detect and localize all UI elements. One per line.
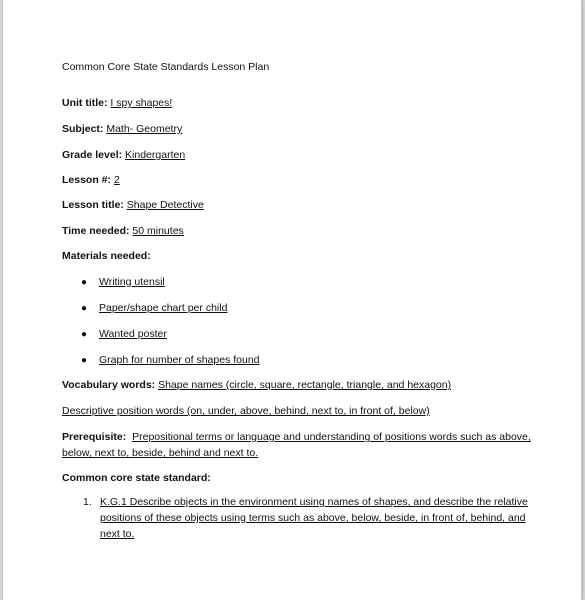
bullet-icon: ● — [81, 277, 88, 288]
unit-title-label: Unit title: — [62, 97, 108, 109]
lesson-title-row — [62, 199, 204, 212]
vocabulary-label: Vocabulary words: — [62, 379, 156, 391]
bullet-icon: ● — [81, 355, 88, 366]
grade-value: Kindergarten — [125, 149, 186, 161]
grade-row — [62, 149, 185, 162]
standard-label: Common core state standard: — [62, 472, 211, 484]
prerequisite-value-line2: below, next to, beside, behind and next to. — [62, 447, 259, 459]
material-item: Paper/shape chart per child — [99, 302, 228, 314]
lesson-number-value: 2 — [113, 174, 120, 186]
lesson-number-label: Lesson #: — [62, 174, 112, 186]
descriptive-words: Descriptive position words (on, under, above, behind, next to, in front of, below) — [62, 405, 430, 417]
subject-value: Math- Geometry — [106, 123, 183, 135]
prerequisite-value-line1: Prepositional terms or language and understanding of positions words such as above, — [132, 431, 531, 443]
time-value: 50 minutes — [132, 225, 184, 237]
document-page — [2, 0, 582, 600]
document-header: Common Core State Standards Lesson Plan — [62, 61, 270, 73]
time-row — [62, 225, 184, 238]
material-item: Wanted poster — [99, 328, 167, 340]
lesson-number-row — [62, 174, 120, 187]
vocabulary-row — [62, 379, 451, 392]
lesson-title-label: Lesson title: — [62, 199, 124, 211]
lesson-title-value: Shape Detective — [126, 199, 204, 211]
material-item: Graph for number of shapes found — [99, 354, 260, 366]
subject-label: Subject: — [62, 123, 104, 135]
prerequisite-row — [62, 431, 531, 444]
material-item: Writing utensil — [99, 276, 165, 288]
prerequisite-label: Prerequisite: — [62, 431, 127, 443]
grade-label: Grade level: — [62, 149, 123, 161]
vocabulary-value: Shape names (circle, square, rectangle, triangle, and hexagon) — [158, 379, 452, 391]
time-label: Time needed: — [62, 225, 130, 237]
unit-title-value: I spy shapes! — [110, 97, 173, 109]
subject-row — [62, 123, 182, 136]
standard-text: K.G.1 Describe objects in the environment using names of shapes, and describe the relative positions of these objects using terms such as above, below, beside, in front of, behind, and next to. — [100, 496, 528, 540]
bullet-icon: ● — [81, 329, 88, 340]
standard-number: 1. — [83, 496, 92, 508]
materials-label: Materials needed: — [62, 250, 151, 262]
unit-title-row — [62, 97, 172, 110]
bullet-icon: ● — [81, 303, 88, 314]
